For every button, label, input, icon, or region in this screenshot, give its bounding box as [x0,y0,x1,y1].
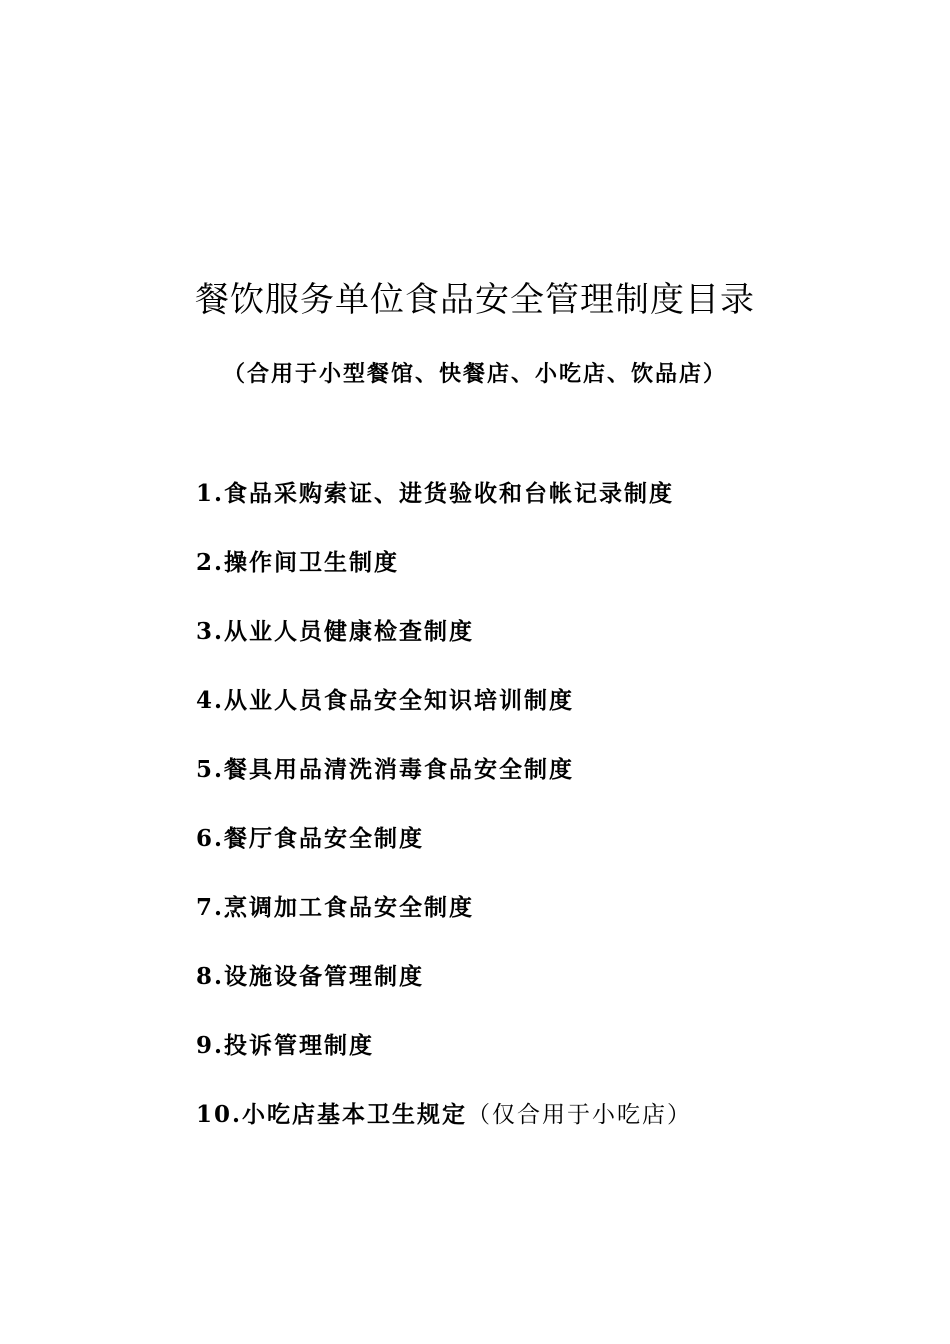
table-of-contents [196,472,896,1162]
toc-item-6 [196,817,896,886]
toc-item-text: 设施设备管理制度 [224,963,425,990]
toc-item-number: 7. [196,894,225,921]
toc-item-text: 餐厅食品安全制度 [224,825,425,852]
toc-item-9 [196,1024,896,1093]
toc-item-text: 从业人员健康检查制度 [224,618,475,645]
toc-item-number: 9. [196,1032,225,1059]
toc-item-number: 10. [196,1101,243,1128]
toc-item-number: 3. [196,618,225,645]
toc-item-3 [196,610,896,679]
toc-item-text: 投诉管理制度 [224,1032,375,1059]
toc-item-1 [196,472,896,541]
toc-item-2 [196,541,896,610]
toc-item-text: 餐具用品清洗消毒食品安全制度 [224,756,575,783]
toc-item-text: 烹调加工食品安全制度 [224,894,475,921]
page-subtitle: （合用于小型餐馆、快餐店、小吃店、饮品店） [222,361,727,387]
toc-item-7 [196,886,896,955]
toc-item-text: 小吃店基本卫生规定 [242,1101,468,1128]
toc-item-number: 4. [196,687,225,714]
page-title: 餐饮服务单位食品安全管理制度目录 [195,280,755,320]
toc-item-number: 1. [196,480,225,507]
toc-item-4 [196,679,896,748]
toc-item-number: 2. [196,549,225,576]
toc-item-5 [196,748,896,817]
toc-item-number: 5. [196,756,225,783]
toc-item-number: 8. [196,963,225,990]
toc-item-text: 食品采购索证、进货验收和台帐记录制度 [224,480,675,507]
toc-item-text: 从业人员食品安全知识培训制度 [224,687,575,714]
toc-item-8 [196,955,896,1024]
toc-item-text: 操作间卫生制度 [224,549,400,576]
toc-item-note: （仅合用于小吃店） [467,1102,693,1128]
toc-item-10 [196,1093,896,1162]
toc-item-number: 6. [196,825,225,852]
